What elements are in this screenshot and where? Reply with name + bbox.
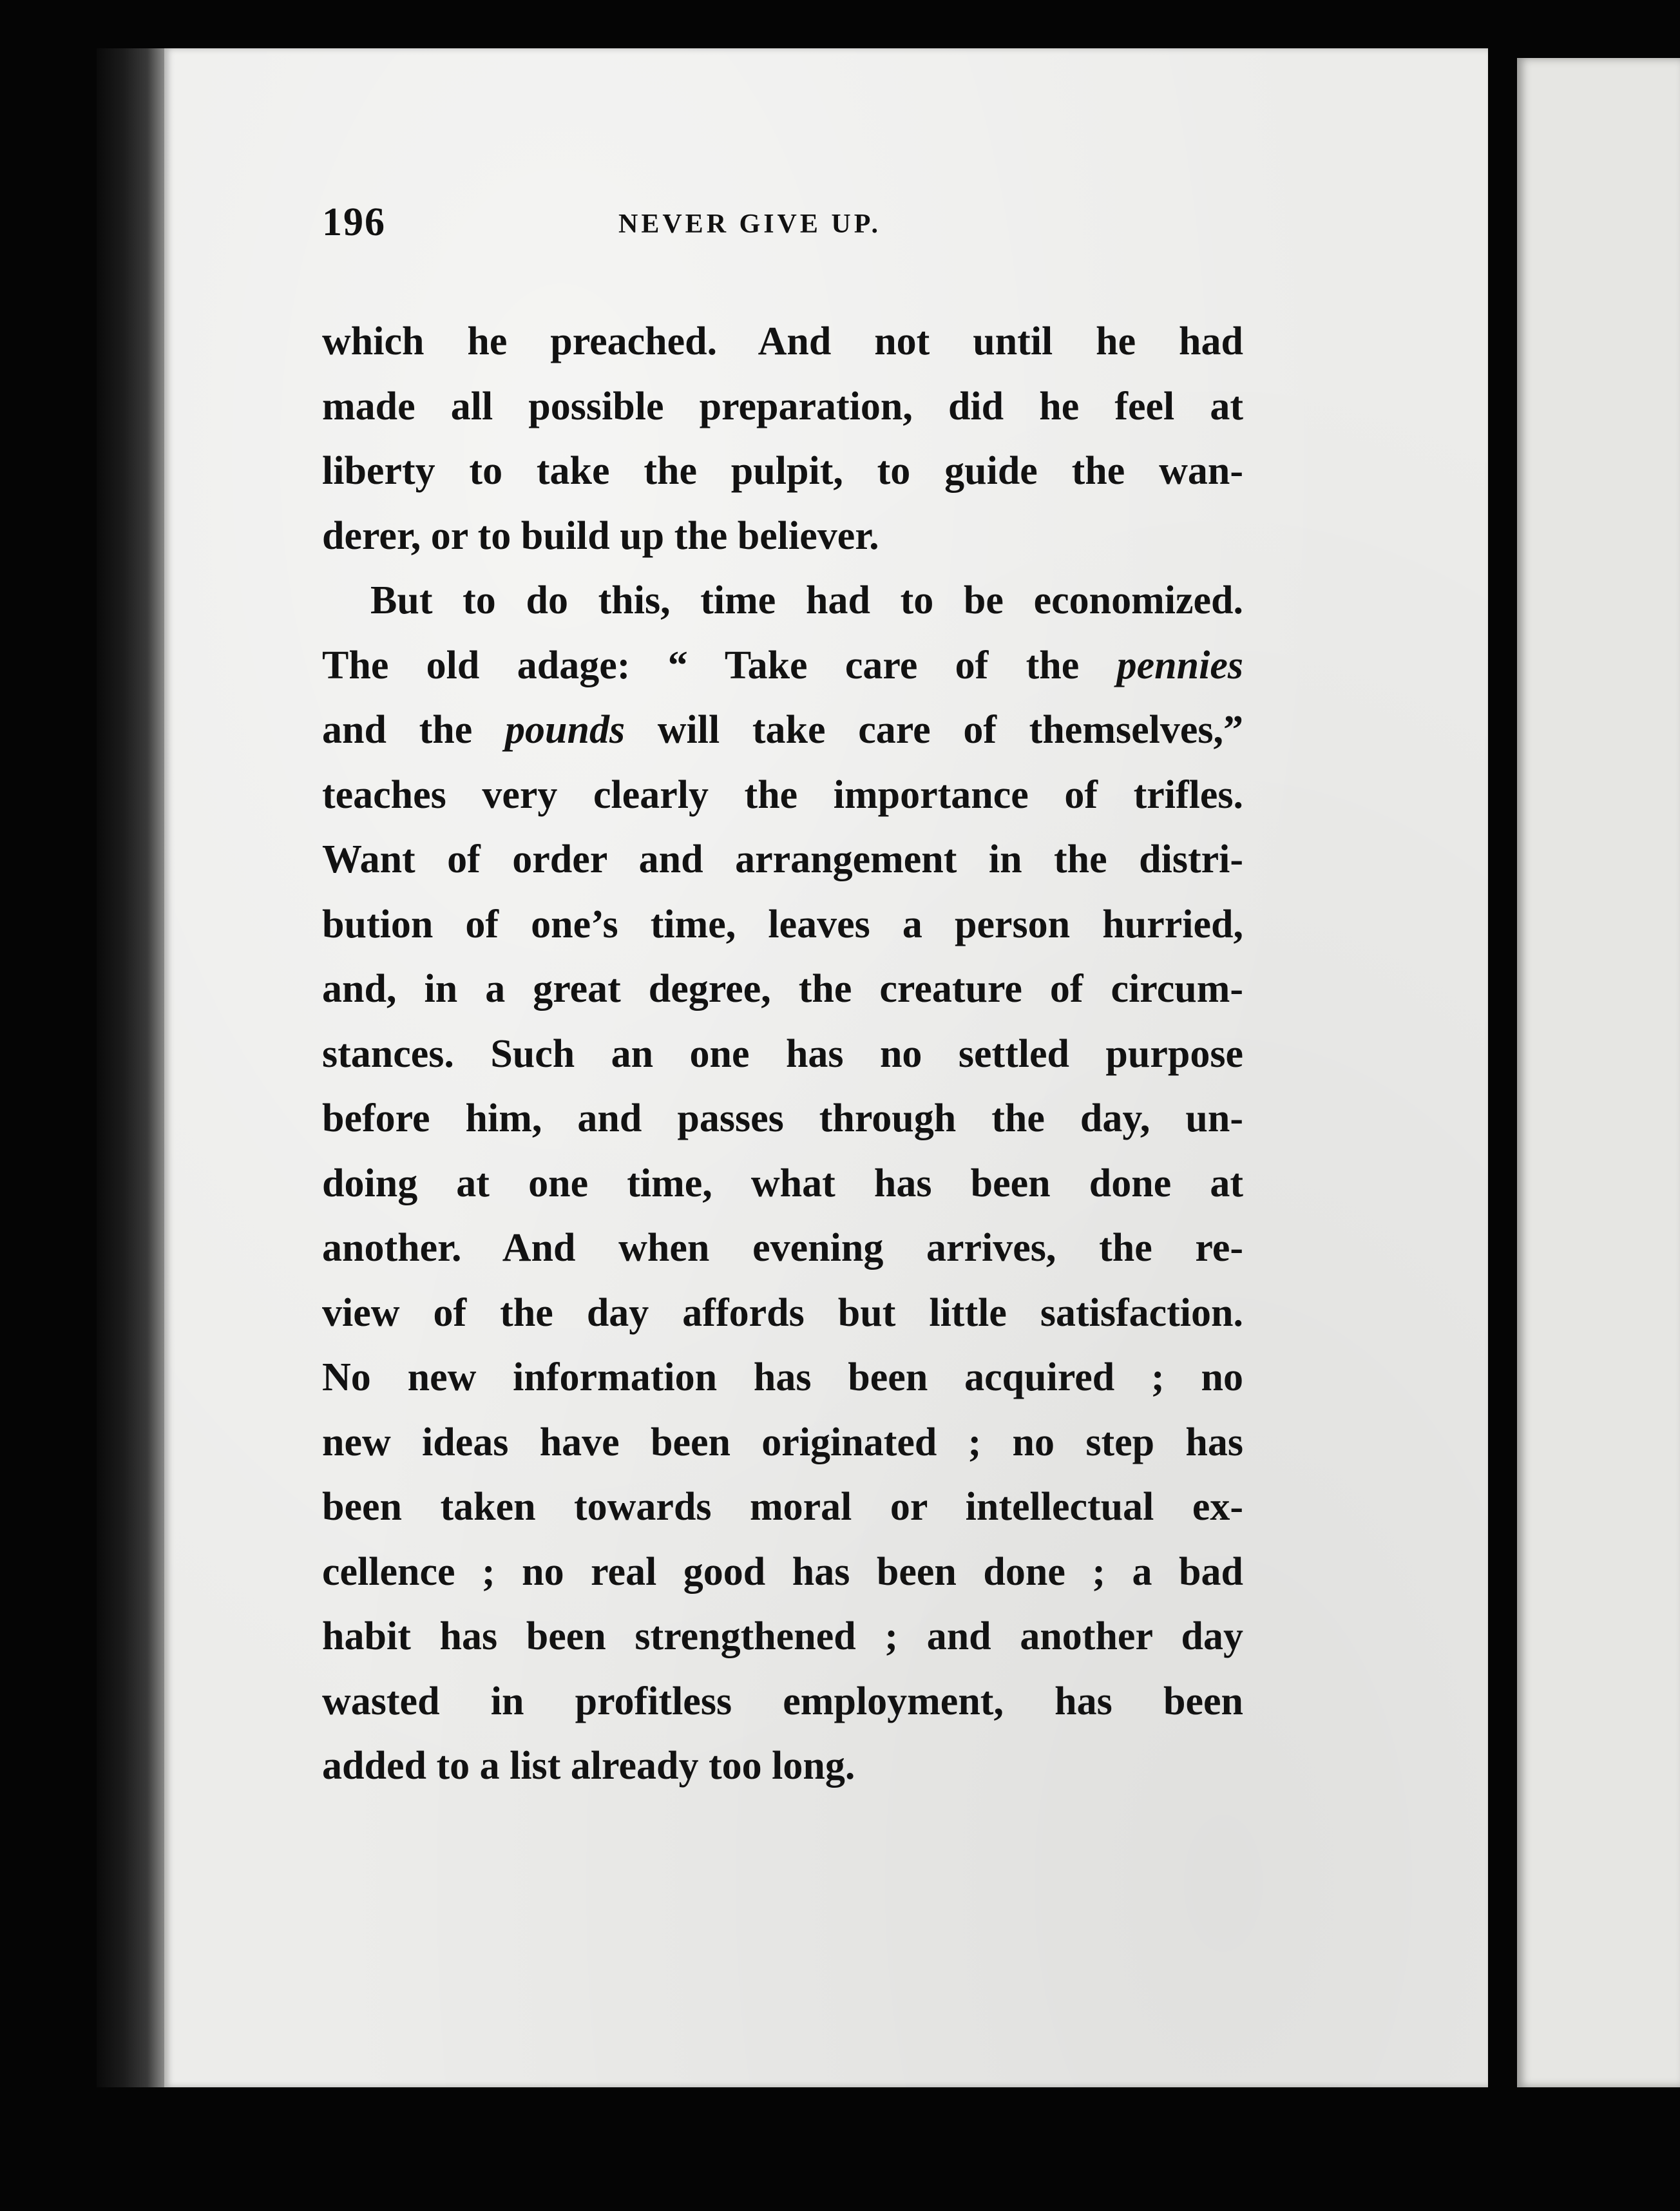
text-line [322,633,1243,698]
text-line: cellence ; no real good has been done ; a bad [322,1549,1243,1594]
text-line: added to a list already too long. [322,1744,855,1788]
text-fragment: will take care of themselves,” [625,708,1243,752]
text-line: But to do this, time had to be economized. [370,579,1243,622]
text-line: teaches very clearly the importance of trifles. [322,772,1243,817]
page-header [322,200,1243,251]
italic-word: pounds [504,708,625,752]
text-line: doing at one time, what has been done at [322,1161,1243,1205]
text-line: new ideas have been originated ; no step has [322,1420,1243,1464]
text-line [322,698,1243,763]
text-line: which he preached. And not until he had [322,320,1243,363]
italic-word: pennies [1116,643,1243,687]
text-line: habit has been strengthened ; and another day [322,1614,1243,1658]
text-line: liberty to take the pulpit, to guide the wan- [322,449,1243,493]
text-line: Want of order and arrangement in the distri- [322,838,1243,881]
text-line: derer, or to build up the believer. [322,513,879,558]
text-line: and, in a great degree, the creature of circum- [322,967,1243,1011]
text-fragment: The old adage: “ Take care of the [322,643,1117,687]
text-line: before him, and passes through the day, un- [322,1096,1243,1140]
text-line: view of the day affords but little satisfaction. [322,1290,1243,1335]
body-text [322,309,1243,1799]
text-line: wasted in profitless employment, has been [322,1679,1243,1723]
text-line: bution of one’s time, leaves a person hurried, [322,902,1243,946]
text-line: been taken towards moral or intellectual ex- [322,1485,1243,1529]
text-line: made all possible preparation, did he feel at [322,384,1243,428]
text-line: No new information has been acquired ; no [322,1355,1243,1399]
page-number: 196 [322,200,386,244]
running-head: NEVER GIVE UP. [618,209,882,239]
text-fragment: and the [322,708,505,752]
next-page-edge [1517,58,1680,2087]
text-line: stances. Such an one has no settled purpose [322,1031,1243,1076]
book-binding-edge [97,48,164,2087]
text-line: another. And when evening arrives, the re- [322,1226,1243,1270]
